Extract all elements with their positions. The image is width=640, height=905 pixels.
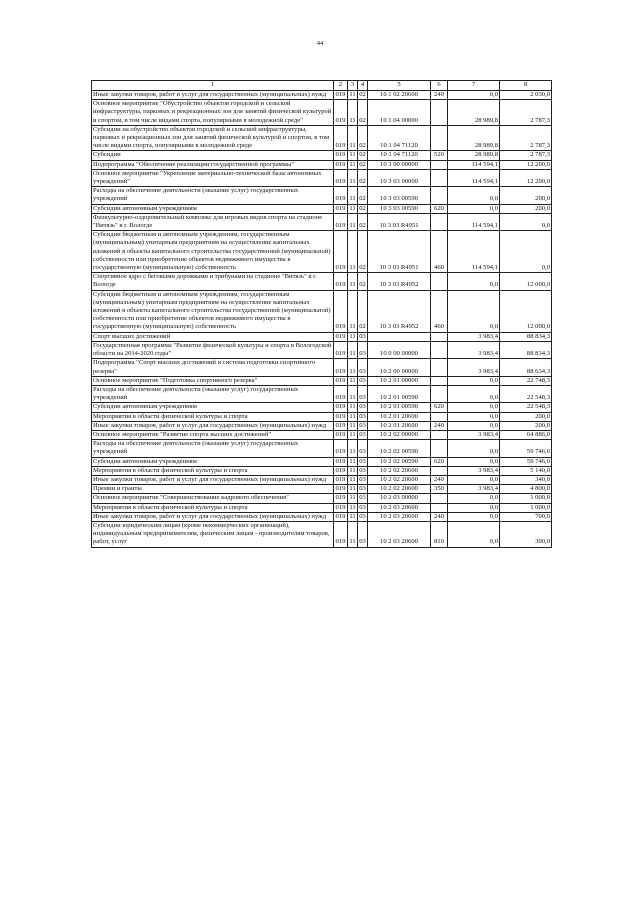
table-row	[92, 151, 552, 160]
amount-2018-cell: 0,0	[448, 385, 500, 402]
amount-2019-cell: 2 787,3	[500, 125, 552, 151]
kvsr-cell: 019	[334, 512, 348, 521]
subsection-cell: 02	[358, 125, 368, 151]
kvsr-cell: 019	[334, 385, 348, 402]
header-cell: 2	[334, 81, 348, 91]
section-cell: 11	[349, 466, 356, 474]
kvsr-cell: 019	[334, 204, 348, 213]
table-row	[92, 160, 552, 169]
amount-2018-cell: 0,0	[448, 376, 500, 385]
expense-type-cell: 620	[431, 204, 448, 213]
row-name-cell: Подпрограмма "Обеспечение реализации государственной программы"	[92, 160, 334, 169]
amount-2019-cell: 59 746,0	[500, 457, 552, 466]
section-cell: 11	[348, 187, 358, 204]
expense-type-cell	[431, 213, 448, 230]
table-row	[92, 213, 552, 230]
subsection-cell: 03	[359, 421, 366, 429]
target-article-cell: 10 2 03 20600	[368, 503, 431, 512]
kvsr-cell: 019	[334, 440, 348, 457]
table-row	[92, 91, 552, 100]
row-name-cell: Спорт высших достижений	[92, 332, 334, 341]
expense-type-cell: 460	[431, 231, 448, 273]
amount-2019-cell: 200,0	[500, 204, 552, 213]
target-article-cell: 10 2 03 20600	[368, 512, 431, 521]
row-name-cell: Субсидии бюджетным и автономным учреждениям, государственным (муниципальным) унитарным предприятиям на осуществление капитальных вложений в объекты капитального строительства государственной (муниципальной) собственности или приобретение объектов недвижимого имущества в государственную (муниципальную) собственность	[92, 231, 334, 273]
amount-2019-cell: 200,0	[500, 412, 552, 421]
subsection-cell: 03	[359, 494, 366, 502]
target-article-cell: 10 2 01 00590	[368, 385, 431, 402]
target-article-cell: 10 2 02 00590	[368, 440, 431, 457]
table-row	[92, 440, 552, 457]
table-row	[92, 485, 552, 494]
amount-2018-cell: 28 989,8	[448, 125, 500, 151]
row-name-cell: Основное мероприятие "Развитие спорта высших достижений"	[92, 430, 334, 439]
kvsr-cell: 019	[334, 475, 348, 484]
subsection-cell: 02	[358, 100, 368, 126]
target-article-cell: 10 1 04 00000	[368, 100, 431, 126]
header-cell: 6	[431, 81, 448, 91]
header-cell: 4	[358, 81, 368, 91]
amount-2018-cell: 0,0	[448, 290, 500, 332]
amount-2018-cell: 0,0	[448, 273, 500, 290]
target-article-cell: 10 3 03 00590	[368, 187, 431, 204]
table-row	[92, 169, 552, 186]
section-cell: 11	[348, 521, 358, 547]
kvsr-cell: 019	[334, 160, 348, 169]
subsection-cell: 03	[358, 341, 368, 358]
section-cell: 11	[349, 376, 356, 384]
amount-2019-cell: 12 200,0	[500, 169, 552, 186]
table-row	[92, 403, 552, 412]
amount-2019-cell: 4 800,0	[500, 485, 552, 494]
amount-2018-cell: 114 594,1	[448, 231, 500, 273]
target-article-cell: 10 2 01 20600	[368, 412, 431, 421]
amount-2018-cell: 0,0	[448, 421, 500, 430]
expense-type-cell	[431, 440, 448, 457]
amount-2018-cell: 3 983,4	[448, 430, 500, 439]
expense-type-cell	[431, 273, 448, 290]
row-name-cell: Мероприятия в области физической культуры и спорта	[92, 466, 334, 475]
kvsr-cell: 019	[334, 359, 348, 376]
row-name-cell: Расходы на обеспечение деятельности (оказание услуг) государственных учреждений	[92, 440, 334, 457]
subsection-cell: 02	[358, 290, 368, 332]
subsection-cell: 02	[359, 204, 366, 212]
expense-type-cell	[431, 125, 448, 151]
subsection-cell: 03	[358, 521, 368, 547]
amount-2019-cell: 2 030,0	[500, 91, 552, 100]
section-cell: 11	[348, 100, 358, 126]
table-row	[92, 494, 552, 503]
kvsr-cell: 019	[334, 290, 348, 332]
section-cell: 11	[348, 273, 358, 290]
table-row	[92, 412, 552, 421]
table-row	[92, 290, 552, 332]
target-article-cell: 10 3 03 00000	[368, 169, 431, 186]
table-row	[92, 521, 552, 547]
amount-2019-cell: 1 000,0	[500, 503, 552, 512]
expense-type-cell	[431, 376, 448, 385]
kvsr-cell: 019	[334, 273, 348, 290]
header-cell: 8	[500, 81, 552, 91]
table-row	[92, 100, 552, 126]
table-body	[92, 81, 552, 548]
target-article-cell: 10 3 03 R4952	[368, 290, 431, 332]
section-cell: 11	[349, 503, 356, 511]
amount-2019-cell: 88 634,3	[500, 359, 552, 376]
expense-type-cell	[431, 385, 448, 402]
row-name-cell: Иные закупки товаров, работ и услуг для государственных (муниципальных) нужд	[92, 421, 334, 430]
target-article-cell: 10 3 03 R4952	[368, 273, 431, 290]
amount-2018-cell: 3 983,4	[448, 466, 500, 475]
section-cell: 11	[349, 412, 356, 420]
subsection-cell: 02	[358, 213, 368, 230]
section-cell: 11	[349, 430, 356, 438]
kvsr-cell: 019	[334, 466, 348, 475]
subsection-cell: 03	[358, 385, 368, 402]
table-row	[92, 332, 552, 341]
row-name-cell: Субсидии автономным учреждениям	[92, 403, 334, 412]
kvsr-cell: 019	[334, 421, 348, 430]
expense-type-cell: 810	[431, 521, 448, 547]
row-name-cell: Основное мероприятие "Совершенствование кадрового обеспечения"	[92, 494, 334, 503]
row-name-cell: Субсидии юридическим лицам (кроме некоммерческих организаций), индивидуальным предпринимателям, физическим лицам - производителям товаров, работ, услуг	[92, 521, 334, 547]
row-name-cell: Подпрограмма "Спорт высших достижений и система подготовки спортивного резерва"	[92, 359, 334, 376]
amount-2018-cell: 28 989,8	[448, 151, 500, 160]
expense-type-cell: 240	[431, 91, 448, 100]
amount-2018-cell: 0,0	[448, 204, 500, 213]
header-cell: 7	[448, 81, 500, 91]
table-row	[92, 457, 552, 466]
row-name-cell: Иные закупки товаров, работ и услуг для государственных (муниципальных) нужд	[92, 475, 334, 484]
amount-2019-cell: 12 000,0	[500, 290, 552, 332]
section-cell: 11	[349, 403, 356, 411]
section-cell: 11	[348, 440, 358, 457]
row-name-cell: Субсидии автономным учреждениям	[92, 204, 334, 213]
table-row	[92, 125, 552, 151]
target-article-cell: 10 2 02 20600	[368, 466, 431, 475]
row-name-cell: Субсидии	[92, 151, 334, 160]
subsection-cell: 02	[358, 187, 368, 204]
row-name-cell: Основное мероприятие "Укрепление материально-технической базы автономных учреждений"	[92, 169, 334, 186]
table-row	[92, 273, 552, 290]
expense-type-cell: 350	[431, 485, 448, 494]
amount-2018-cell: 0,0	[448, 494, 500, 503]
expense-type-cell: 460	[431, 290, 448, 332]
section-cell: 11	[349, 512, 356, 520]
amount-2018-cell: 0,0	[448, 412, 500, 421]
subsection-cell: 03	[359, 485, 366, 493]
amount-2019-cell: 2 787,3	[500, 100, 552, 126]
row-name-cell: Иные закупки товаров, работ и услуг для государственных (муниципальных) нужд	[92, 91, 334, 100]
row-name-cell: Расходы на обеспечение деятельности (оказание услуг) государственных учреждений	[92, 187, 334, 204]
subsection-cell: 03	[358, 359, 368, 376]
target-article-cell: 10 3 00 00000	[368, 160, 431, 169]
expense-type-cell	[431, 341, 448, 358]
target-article-cell: 10 3 03 R4951	[368, 213, 431, 230]
amount-2018-cell: 28 989,8	[448, 100, 500, 126]
kvsr-cell: 019	[334, 521, 348, 547]
expense-type-cell	[431, 160, 448, 169]
subsection-cell: 02	[358, 169, 368, 186]
header-cell: 1	[92, 81, 334, 91]
row-name-cell: Субсидии на обустройство объектов городской и сельской инфраструктуры, парковых и рекреационных зон для занятий физической культурой и спортом, в том числе видами спорта, популярными в молодежной среде	[92, 125, 334, 151]
expense-type-cell: 240	[431, 421, 448, 430]
expense-type-cell: 620	[431, 403, 448, 412]
subsection-cell: 03	[359, 332, 366, 340]
section-cell: 11	[349, 494, 356, 502]
subsection-cell: 03	[359, 457, 366, 465]
expense-type-cell: 240	[431, 475, 448, 484]
subsection-cell: 03	[359, 503, 366, 511]
amount-2019-cell: 22 748,3	[500, 376, 552, 385]
section-cell: 11	[349, 475, 356, 483]
kvsr-cell: 019	[334, 213, 348, 230]
row-name-cell: Основное мероприятие "Подготовка спортивного резерва"	[92, 376, 334, 385]
kvsr-cell: 019	[334, 485, 348, 494]
amount-2019-cell: 0,0	[500, 231, 552, 273]
expense-type-cell: 520	[431, 151, 448, 160]
amount-2019-cell: 340,0	[500, 475, 552, 484]
kvsr-cell: 019	[334, 457, 348, 466]
amount-2018-cell: 0,0	[448, 440, 500, 457]
amount-2019-cell: 1 000,0	[500, 494, 552, 503]
section-cell: 11	[348, 169, 358, 186]
target-article-cell: 10 2 02 20600	[368, 475, 431, 484]
amount-2018-cell: 3 983,4	[448, 485, 500, 494]
section-cell: 11	[349, 332, 356, 340]
table-row	[92, 503, 552, 512]
budget-table	[91, 80, 552, 548]
table-row	[92, 231, 552, 273]
row-name-cell: Государственная программа "Развитие физической культуры и спорта в Вологодской области на 2014-2020 годы"	[92, 341, 334, 358]
amount-2019-cell: 200,0	[500, 187, 552, 204]
kvsr-cell: 019	[334, 412, 348, 421]
table-row	[92, 187, 552, 204]
target-article-cell: 10 3 03 R4951	[368, 231, 431, 273]
section-cell: 11	[348, 341, 358, 358]
subsection-cell: 02	[359, 151, 366, 159]
table-row	[92, 512, 552, 521]
target-article-cell: 10 2 02 00000	[368, 430, 431, 439]
section-cell: 11	[349, 457, 356, 465]
amount-2018-cell: 0,0	[448, 457, 500, 466]
table-row	[92, 341, 552, 358]
section-cell: 11	[348, 125, 358, 151]
expense-type-cell	[431, 169, 448, 186]
amount-2019-cell: 22 548,3	[500, 385, 552, 402]
target-article-cell: 10 0 00 00000	[368, 341, 431, 358]
subsection-cell: 03	[359, 512, 366, 520]
kvsr-cell: 019	[334, 187, 348, 204]
section-cell: 11	[349, 151, 356, 159]
page-number: 44	[316, 40, 324, 47]
table-row	[92, 430, 552, 439]
expense-type-cell	[431, 332, 448, 341]
target-article-cell: 10 2 01 00000	[368, 376, 431, 385]
target-article-cell: 10 1 04 71120	[368, 125, 431, 151]
header-row	[92, 81, 552, 91]
section-cell: 11	[348, 359, 358, 376]
subsection-cell: 03	[359, 466, 366, 474]
row-name-cell: Субсидии автономным учреждениям	[92, 457, 334, 466]
target-article-cell: 10 1 04 71120	[368, 151, 431, 160]
amount-2019-cell: 12 000,0	[500, 273, 552, 290]
row-name-cell: Мероприятия в области физической культуры и спорта	[92, 412, 334, 421]
section-cell: 11	[349, 91, 356, 98]
amount-2018-cell: 0,0	[448, 503, 500, 512]
amount-2019-cell: 22 548,3	[500, 403, 552, 412]
kvsr-cell: 019	[334, 151, 348, 160]
expense-type-cell: 620	[431, 457, 448, 466]
row-name-cell: Основное мероприятие "Обустройство объектов городской и сельской инфраструктуры, парковых и рекреационных зон для занятий физической культурой и спортом, в том числе видами спорта, популярными в молодежной среде"	[92, 100, 334, 126]
amount-2018-cell: 0,0	[448, 521, 500, 547]
row-name-cell: Субсидии бюджетным и автономным учреждениям, государственным (муниципальным) унитарным предприятиям на осуществление капитальных вложений в объекты капитального строительства государственной (муниципальной) собственности или приобретение объектов недвижимого имущества в государственную (муниципальную) собственность	[92, 290, 334, 332]
amount-2018-cell: 3 983,4	[448, 332, 500, 341]
amount-2018-cell: 114 594,1	[448, 213, 500, 230]
amount-2018-cell: 0,0	[448, 91, 500, 100]
kvsr-cell: 019	[334, 169, 348, 186]
kvsr-cell: 019	[334, 503, 348, 512]
subsection-cell: 03	[359, 412, 366, 420]
kvsr-cell: 019	[334, 231, 348, 273]
amount-2018-cell: 0,0	[448, 187, 500, 204]
expense-type-cell	[431, 430, 448, 439]
subsection-cell: 02	[359, 160, 366, 168]
kvsr-cell: 019	[334, 125, 348, 151]
amount-2019-cell: 2 787,3	[500, 151, 552, 160]
subsection-cell: 02	[359, 91, 366, 98]
subsection-cell: 03	[358, 440, 368, 457]
amount-2018-cell: 114 594,1	[448, 169, 500, 186]
section-cell: 11	[348, 290, 358, 332]
header-cell: 5	[368, 81, 431, 91]
amount-2019-cell: 12 200,0	[500, 160, 552, 169]
expense-type-cell	[431, 187, 448, 204]
subsection-cell: 03	[359, 475, 366, 483]
kvsr-cell: 019	[334, 341, 348, 358]
table-row	[92, 466, 552, 475]
amount-2019-cell: 64 886,0	[500, 430, 552, 439]
expense-type-cell	[431, 359, 448, 376]
section-cell: 11	[349, 485, 356, 493]
subsection-cell: 02	[358, 231, 368, 273]
table-row	[92, 204, 552, 213]
section-cell: 11	[349, 204, 356, 212]
expense-type-cell	[431, 100, 448, 126]
kvsr-cell: 019	[334, 332, 348, 341]
amount-2019-cell: 700,0	[500, 512, 552, 521]
amount-2019-cell: 300,0	[500, 521, 552, 547]
row-name-cell: Физкультурно-оздоровительный комплекс для игровых видов спорта на стадионе "Витязь" в г. Вологде	[92, 213, 334, 230]
target-article-cell: 10 2 03 20600	[368, 521, 431, 547]
target-article-cell: 10 3 03 00590	[368, 204, 431, 213]
table-row	[92, 421, 552, 430]
amount-2018-cell: 3 983,4	[448, 359, 500, 376]
section-cell: 11	[349, 421, 356, 429]
kvsr-cell: 019	[334, 430, 348, 439]
target-article-cell: 10 1 02 20600	[368, 91, 431, 100]
amount-2019-cell: 5 140,0	[500, 466, 552, 475]
amount-2018-cell: 3 983,4	[448, 341, 500, 358]
table-row	[92, 385, 552, 402]
kvsr-cell: 019	[334, 403, 348, 412]
row-name-cell: Спортивное ядро с беговыми дорожками и трибунами на стадионе "Витязь" в г. Вологде	[92, 273, 334, 290]
section-cell: 11	[348, 231, 358, 273]
expense-type-cell	[431, 494, 448, 503]
amount-2019-cell: 88 834,3	[500, 332, 552, 341]
kvsr-cell: 019	[334, 100, 348, 126]
target-article-cell: 10 2 01 20600	[368, 421, 431, 430]
kvsr-cell: 019	[334, 376, 348, 385]
target-article-cell: 10 2 00 00000	[368, 359, 431, 376]
subsection-cell: 03	[359, 430, 366, 438]
subsection-cell: 03	[359, 376, 366, 384]
subsection-cell: 02	[358, 273, 368, 290]
section-cell: 11	[349, 160, 356, 168]
target-article-cell: 10 2 02 00590	[368, 457, 431, 466]
target-article-cell: 10 2 01 00590	[368, 403, 431, 412]
expense-type-cell: 240	[431, 512, 448, 521]
table-row	[92, 359, 552, 376]
expense-type-cell	[431, 466, 448, 475]
expense-type-cell	[431, 503, 448, 512]
expense-type-cell	[431, 412, 448, 421]
row-name-cell: Расходы на обеспечение деятельности (оказание услуг) государственных учреждений	[92, 385, 334, 402]
kvsr-cell: 019	[334, 494, 348, 503]
subsection-cell: 03	[359, 403, 366, 411]
amount-2019-cell: 59 746,0	[500, 440, 552, 457]
target-article-cell: 10 2 02 20600	[368, 485, 431, 494]
amount-2019-cell: 88 834,3	[500, 341, 552, 358]
header-cell: 3	[348, 81, 358, 91]
table-row	[92, 475, 552, 484]
amount-2018-cell: 0,0	[448, 403, 500, 412]
amount-2018-cell: 0,0	[448, 512, 500, 521]
amount-2019-cell: 0,0	[500, 213, 552, 230]
target-article-cell	[368, 332, 431, 341]
row-name-cell: Премии и гранты	[92, 485, 334, 494]
section-cell: 11	[348, 213, 358, 230]
row-name-cell: Иные закупки товаров, работ и услуг для государственных (муниципальных) нужд	[92, 512, 334, 521]
amount-2018-cell: 0,0	[448, 475, 500, 484]
table-row	[92, 376, 552, 385]
kvsr-cell: 019	[334, 91, 348, 100]
amount-2018-cell: 114 594,1	[448, 160, 500, 169]
target-article-cell: 10 2 03 00000	[368, 494, 431, 503]
section-cell: 11	[348, 385, 358, 402]
amount-2019-cell: 200,0	[500, 421, 552, 430]
row-name-cell: Мероприятия в области физической культуры и спорта	[92, 503, 334, 512]
